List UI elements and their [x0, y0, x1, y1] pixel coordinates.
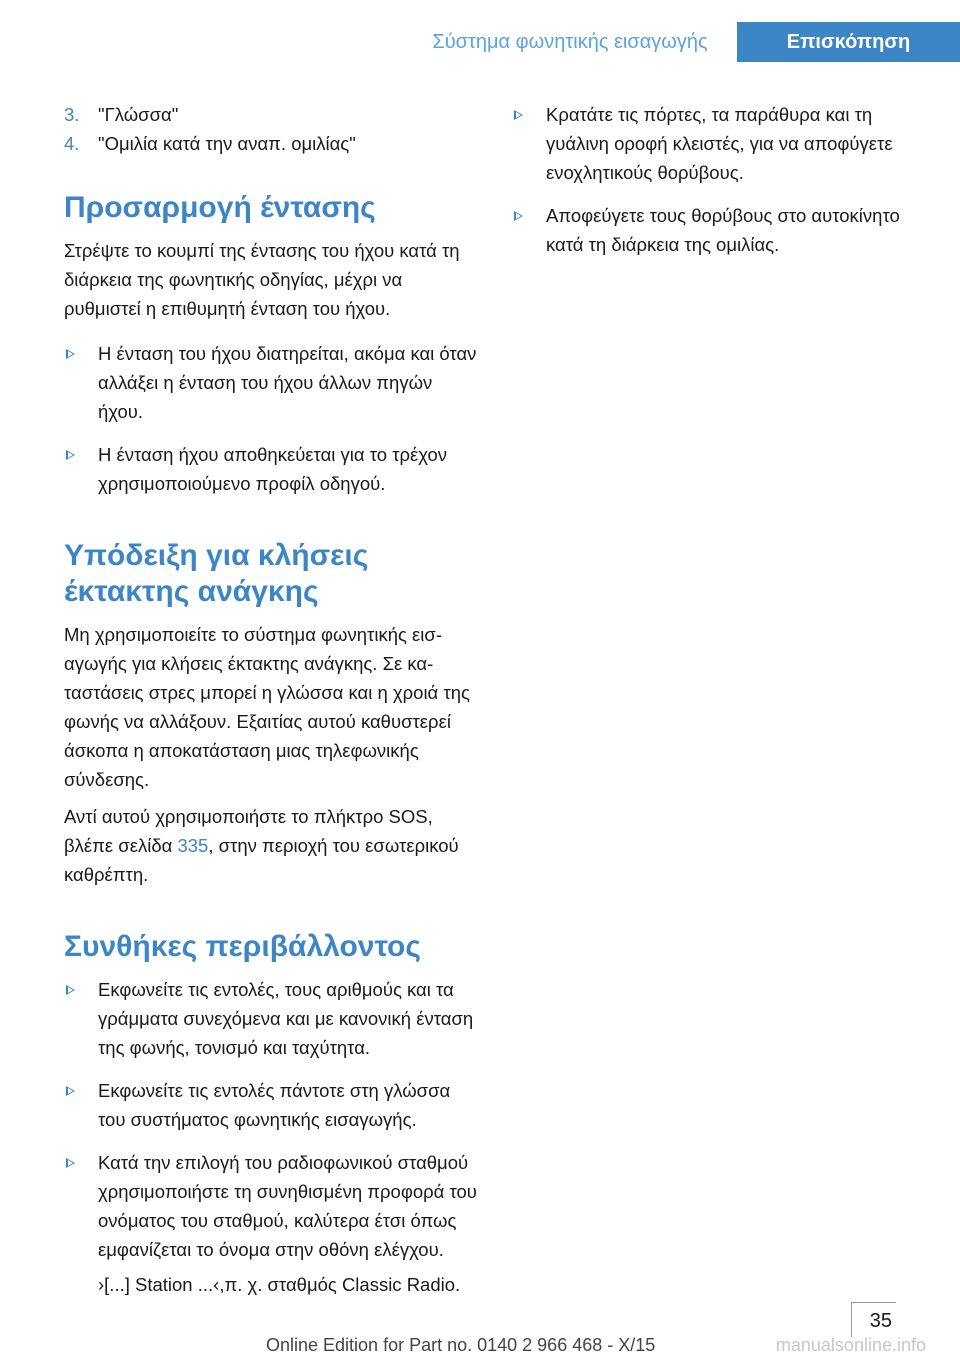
noise-bullet: [512, 100, 932, 187]
page-link[interactable]: 335: [177, 835, 209, 856]
watermark: manualsonline.info: [775, 1335, 926, 1355]
environment-bullet: [64, 1076, 480, 1134]
page-number: 35: [851, 1302, 896, 1337]
bullet-text: Η ένταση ήχου αποθηκεύεται για το τρέχον χρησιμοποιούμενο προφίλ οδηγού.: [98, 444, 448, 494]
triangle-bullet-icon: [66, 1086, 75, 1096]
page-footer: [0, 1290, 960, 1362]
bullet-text: Αποφεύγετε τους θορύβους στο αυτοκίνητο κατά τη διάρκεια της ομιλίας.: [546, 205, 900, 255]
triangle-bullet-icon: [66, 985, 75, 995]
bullet-text: Κατά την επιλογή του ραδιοφωνικού σταθμού χρησιμοποιήστε τη συνηθισμένη προφορά του ονόματος του σταθμού, καλύτερα έτσι όπως εμφανίζεται το όνομα στην οθόνη ελέγχου.: [98, 1152, 477, 1260]
list-item-3: [64, 100, 480, 129]
section-title: Σύστημα φωνητικής εισαγωγής: [432, 31, 708, 53]
volume-bullet: [64, 440, 480, 498]
list-number: 4.: [64, 133, 80, 154]
environment-bullet: [64, 975, 480, 1062]
triangle-bullet-icon: [514, 110, 523, 120]
list-text: "Ομιλία κατά την αναπ. ομιλίας": [98, 133, 356, 154]
volume-intro: Στρέψτε το κουμπί της έντασης του ήχου κατά τη διάρκεια της φωνητικής οδηγίας, μέχρι να ρυθμιστεί η επιθυμητή ένταση του ήχου.: [64, 240, 460, 319]
noise-bullet: [512, 201, 932, 259]
triangle-bullet-icon: [66, 349, 75, 359]
left-column: [64, 100, 480, 1313]
chapter-tab[interactable]: Επισκόπηση: [737, 22, 960, 62]
bullet-text: Εκφωνείτε τις εντολές πάντοτε στη γλώσσα του συστήματος φωνητικής εισαγωγής.: [98, 1080, 451, 1130]
emergency-sos-para: [64, 802, 480, 889]
volume-heading: Προσαρμογή έντασης: [64, 191, 376, 224]
emergency-para: Μη χρησιμοποιείτε το σύστημα φωνητικής εισαγωγής για κλήσεις έκτακτης ανάγκης. Σε καταστάσεις στρες μπορεί η γλώσσα και η χροιά της φωνής να αλλάξουν. Εξαιτίας αυτού καθυστερεί άσκοπα η αποκατάσταση μιας τηλεφωνικής σύνδεσης.: [64, 624, 470, 790]
list-text: "Γλώσσα": [98, 104, 179, 125]
page-header: [0, 0, 960, 62]
edition-text: Online Edition for Part no. 0140 2 966 468 - X/15: [266, 1335, 656, 1355]
triangle-bullet-icon: [514, 211, 523, 221]
environment-heading: Συνθήκες περιβάλλοντος: [64, 930, 421, 963]
sos-text-before: Αντί αυτού χρησιμοποιήστε το πλήκτρο SOS, βλέπε σελίδα: [64, 806, 433, 856]
volume-bullet: [64, 339, 480, 426]
triangle-bullet-icon: [66, 450, 75, 460]
bullet-text: Εκφωνείτε τις εντολές, τους αριθμούς και τα γράμματα συνεχόμενα και με κανονική ένταση της φωνής, τονισμό και ταχύτητα.: [98, 979, 474, 1058]
right-column: [512, 100, 932, 273]
environment-bullet: [64, 1148, 480, 1299]
emergency-heading: Υπόδειξη για κλήσεις έκτακτης ανάγκης: [64, 539, 369, 608]
triangle-bullet-icon: [66, 1158, 75, 1168]
bullet-text: Η ένταση του ήχου διατηρείται, ακόμα και όταν αλλάξει η ένταση του ήχου άλλων πηγών ήχου.: [98, 343, 477, 422]
bullet-text: Κρατάτε τις πόρτες, τα παράθυρα και τη γυάλινη οροφή κλειστές, για να αποφύγετε ενοχλητικούς θορύβους.: [546, 104, 893, 183]
station-example: ›[...] Station ...‹,π. χ. σταθμός Classic Radio.: [98, 1274, 461, 1295]
list-number: 3.: [64, 104, 80, 125]
sos-text-after: , στην περιοχή του εσωτερικού καθρέπτη.: [64, 835, 459, 885]
list-item-4: [64, 129, 480, 158]
